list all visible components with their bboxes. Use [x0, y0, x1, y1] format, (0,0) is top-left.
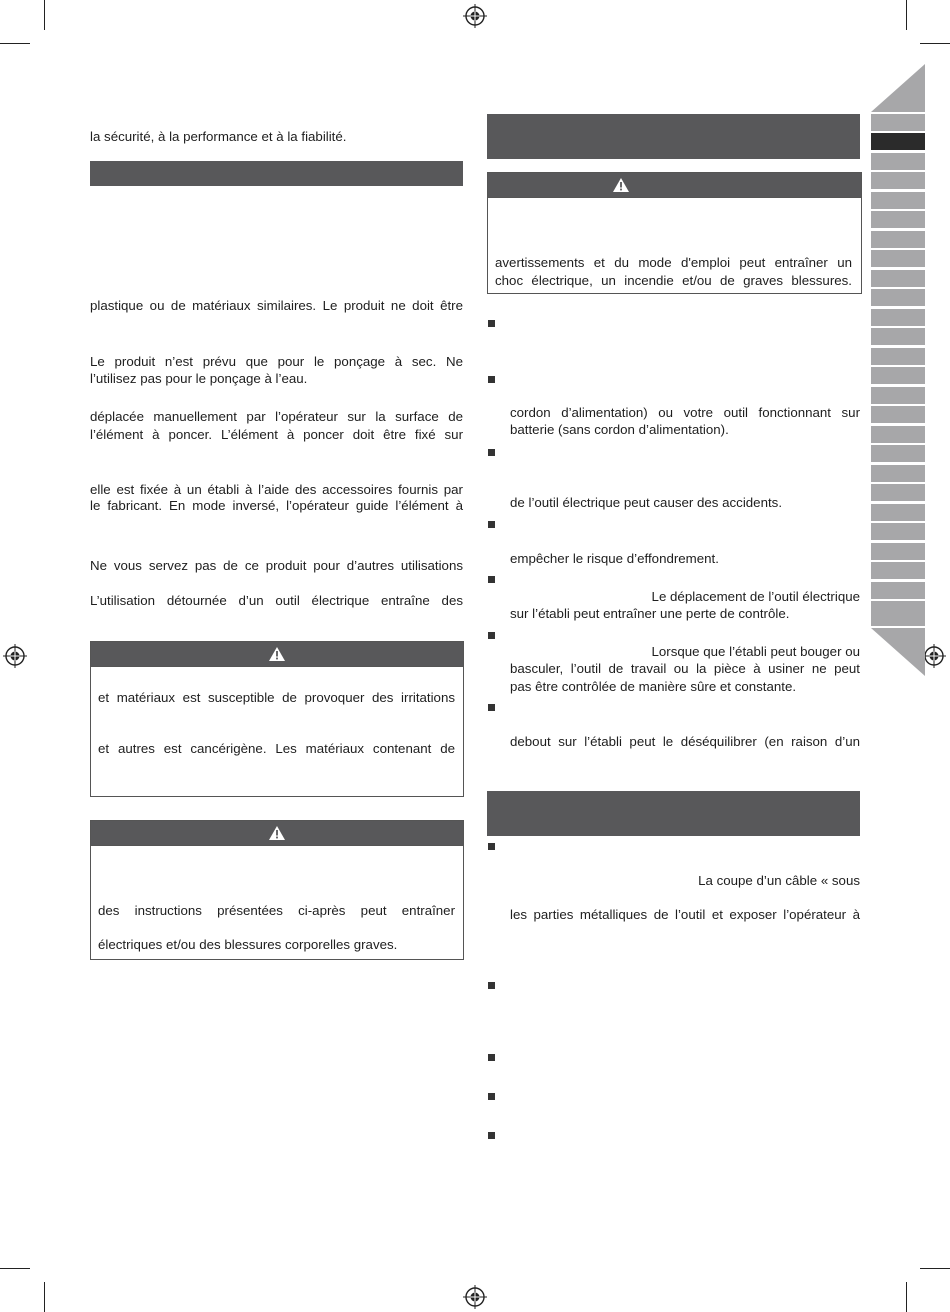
registration-mark-icon	[922, 644, 946, 668]
body-line: basculer, l’outil de travail ou la pièce à usiner ne peut	[510, 661, 860, 676]
warning-triangle-icon	[612, 177, 630, 193]
warning-box-header	[91, 642, 463, 667]
body-line: l’élément à poncer. L’élément à poncer doit être fixé sur	[90, 427, 463, 442]
warning-box-header	[91, 821, 463, 846]
side-tab	[871, 484, 925, 501]
warning-box-line: des instructions présentées ci-après peut entraîner	[98, 903, 455, 918]
crop-mark	[920, 43, 950, 44]
body-line: Le déplacement de l’outil électrique	[651, 589, 860, 604]
side-tab	[871, 582, 925, 599]
square-bullet-icon	[488, 632, 495, 639]
side-tab	[871, 523, 925, 540]
square-bullet-icon	[488, 1132, 495, 1139]
side-tab	[871, 426, 925, 443]
body-line: de l’outil électrique peut causer des accidents.	[510, 495, 783, 510]
square-bullet-icon	[488, 982, 495, 989]
registration-mark-icon	[463, 4, 487, 28]
crop-mark	[0, 1268, 30, 1269]
side-tab	[871, 211, 925, 228]
square-bullet-icon	[488, 521, 495, 528]
crop-mark	[906, 1282, 907, 1312]
body-line: sur l’établi peut entraîner une perte de contrôle.	[510, 606, 790, 621]
warning-box-header	[488, 173, 861, 198]
body-line: pas être contrôlée de manière sûre et constante.	[510, 679, 797, 694]
crop-mark	[44, 1282, 45, 1312]
body-line: Lorsque que l’établi peut bouger ou	[651, 644, 860, 659]
square-bullet-icon	[488, 376, 495, 383]
warning-box-line: et matériaux est susceptible de provoquer des irritations	[98, 690, 455, 705]
side-tab	[871, 387, 925, 404]
side-tab	[871, 172, 925, 189]
section-header-bar	[487, 791, 860, 836]
crop-mark	[0, 43, 30, 44]
square-bullet-icon	[488, 704, 495, 711]
body-line: les parties métalliques de l’outil et exposer l’opérateur à	[510, 907, 860, 922]
body-line: L’utilisation détournée d’un outil électrique entraîne des	[90, 593, 463, 608]
side-tab	[871, 543, 925, 560]
body-line: La coupe d’un câble « sous	[698, 873, 860, 888]
side-tab	[871, 504, 925, 521]
crop-mark	[906, 0, 907, 30]
square-bullet-icon	[488, 320, 495, 327]
body-line: déplacée manuellement par l’opérateur sur la surface de	[90, 409, 463, 424]
registration-mark-icon	[463, 1285, 487, 1309]
body-line: debout sur l’établi peut le déséquilibrer (en raison d’un	[510, 734, 860, 749]
side-tab	[871, 562, 925, 579]
side-tab	[871, 367, 925, 384]
side-tab	[871, 153, 925, 170]
section-header-bar	[487, 114, 860, 159]
body-line: elle est fixée à un établi à l’aide des accessoires fournis par	[90, 482, 463, 497]
body-line: batterie (sans cordon d’alimentation).	[510, 422, 729, 437]
body-line: Ne vous servez pas de ce produit pour d’autres utilisations	[90, 558, 463, 573]
intro-line: la sécurité, à la performance et à la fiabilité.	[90, 129, 347, 144]
section-header-bar	[90, 161, 463, 186]
warning-box-line: électriques et/ou des blessures corporelles graves.	[98, 937, 398, 952]
side-tab	[871, 328, 925, 345]
warning-box-line: et autres est cancérigène. Les matériaux contenant de	[98, 741, 455, 756]
warning-triangle-icon	[268, 646, 286, 662]
square-bullet-icon	[488, 843, 495, 850]
crop-mark	[44, 0, 45, 30]
body-line: le fabricant. En mode inversé, l’opérateur guide l’élément à	[90, 498, 463, 513]
square-bullet-icon	[488, 1093, 495, 1100]
square-bullet-icon	[488, 449, 495, 456]
side-tab-bottom-triangle	[871, 628, 925, 676]
side-tab-active	[871, 133, 925, 150]
square-bullet-icon	[488, 576, 495, 583]
warning-box-line: choc électrique, un incendie et/ou de graves blessures.	[495, 273, 852, 288]
body-line: empêcher le risque d’effondrement.	[510, 551, 719, 566]
body-line: l’utilisez pas pour le ponçage à l’eau.	[90, 371, 308, 386]
body-line: Le produit n’est prévu que pour le ponçage à sec. Ne	[90, 354, 463, 369]
side-tab	[871, 289, 925, 306]
side-tab	[871, 114, 925, 131]
registration-mark-icon	[3, 644, 27, 668]
warning-box	[90, 641, 464, 797]
body-line: plastique ou de matériaux similaires. Le produit ne doit être	[90, 298, 463, 313]
warning-box-line: avertissements et du mode d'emploi peut entraîner un	[495, 255, 852, 270]
crop-mark	[920, 1268, 950, 1269]
side-tab	[871, 231, 925, 248]
side-tab	[871, 192, 925, 209]
side-tab	[871, 406, 925, 423]
side-tab-top-triangle	[871, 64, 925, 112]
side-tab	[871, 465, 925, 482]
side-tab	[871, 309, 925, 326]
body-line: cordon d’alimentation) ou votre outil fonctionnant sur	[510, 405, 860, 420]
side-tab	[871, 348, 925, 365]
warning-triangle-icon	[268, 825, 286, 841]
side-tab	[871, 445, 925, 462]
side-tab	[871, 250, 925, 267]
side-tab	[871, 270, 925, 287]
side-tab	[871, 601, 925, 626]
square-bullet-icon	[488, 1054, 495, 1061]
